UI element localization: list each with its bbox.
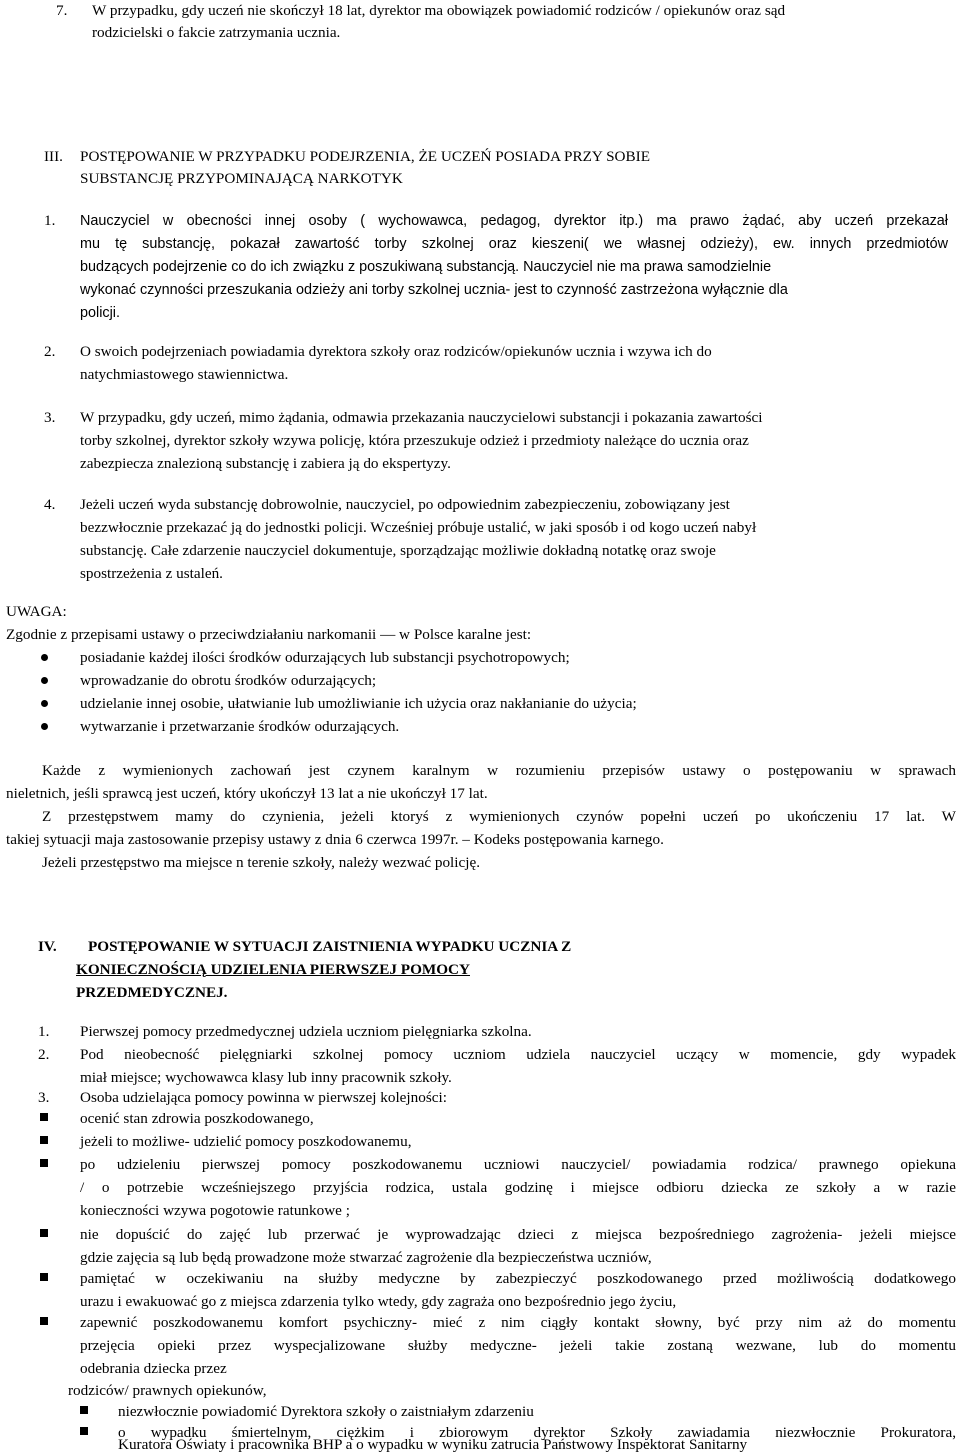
iv-step-4-line-2: gdzie zajęcia są lub będą prowadzone może stwarzać zagrożenie dla bezpieczeństwa uczniów, xyxy=(80,1249,652,1266)
uwaga-bullet-4: wytwarzanie i przetwarzanie środków odurzających. xyxy=(80,718,400,735)
item-number: 2. xyxy=(44,343,56,360)
iv-3-line-1: Osoba udzielająca pomocy powinna w pierwszej kolejności: xyxy=(80,1089,447,1106)
iv-substep-2-line-2: Kuratora Oświaty i pracownika BHP a o wypadku w wyniku zatrucia Państwowy Inspektorat Sanitarny xyxy=(118,1436,748,1453)
iii-4-line-4: spostrzeżenia z ustaleń. xyxy=(80,565,223,582)
iv-step-4-line-1: nie dopuścić do zajęć lub przerwać je wyprowadzając dzieci z miejsca bezpośredniego zagrożenia- jeżeli miejsce xyxy=(80,1226,956,1243)
iii-3-line-2: torby szkolnej, dyrektor szkoły wzywa policję, która przeszukuje odzież i przedmioty należące do ucznia oraz xyxy=(80,432,749,449)
iv-step-3-line-1: po udzieleniu pierwszej pomocy poszkodowanemu uczniowi nauczyciel/ powiadamia rodzica/ prawnego opiekuna xyxy=(80,1156,956,1173)
square-bullet-icon xyxy=(80,1406,88,1414)
section-iv-title-line-3: PRZEDMEDYCZNEJ. xyxy=(76,984,228,1001)
bullet-icon xyxy=(41,677,48,684)
uwaga-para-1-line-1: Każde z wymienionych zachowań jest czynem karalnym w rozumieniu przepisów ustawy o postępowaniu w sprawach xyxy=(42,762,956,779)
iv-step-5-line-2: urazu i ewakuować go z miejsca zdarzenia tylko wtedy, gdy zagraża ono bezpośrednio jego życiu, xyxy=(80,1293,677,1310)
iii-4-line-1: Jeżeli uczeń wyda substancję dobrowolnie, nauczyciel, po odpowiednim zabezpieczeniu, zobowiązany jest xyxy=(80,496,730,513)
uwaga-para-2-line-1: Z przestępstwem mamy do czynienia, jeżeli ktoryś z wymienionych czynów popełni uczeń po ukończeniu 17 lat. W xyxy=(42,808,956,825)
bullet-icon xyxy=(41,723,48,730)
iv-step-1-line-1: ocenić stan zdrowia poszkodowanego, xyxy=(80,1110,314,1127)
iii-1-line-1: Nauczyciel w obecności innej osoby ( wychowawca, pedagog, dyrektor itp.) ma prawo żądać, aby uczeń przekazał xyxy=(80,213,948,229)
square-bullet-icon xyxy=(40,1273,48,1281)
item-number: 1. xyxy=(38,1023,50,1040)
section-iv-numeral: IV. xyxy=(38,938,57,955)
iv-substep-2-line-1: o wypadku śmiertelnym, ciężkim i zbiorowym dyrektor Szkoły zawiadamia niezwłocznie Prokuratora, xyxy=(118,1424,956,1441)
iv-substep-1-line-1: niezwłocznie powiadomić Dyrektora szkoły o zaistniałym zdarzeniu xyxy=(118,1403,534,1420)
iv-step-5-line-1: pamiętać w oczekiwaniu na służby medyczne by zabezpieczyć poszkodowanego przed możliwością dodatkowego xyxy=(80,1270,956,1287)
item-number: 3. xyxy=(38,1089,50,1106)
iii-2-line-2: natychmiastowego stawiennictwa. xyxy=(80,366,289,383)
uwaga-bullet-2: wprowadzanie do obrotu środków odurzających; xyxy=(80,672,377,689)
iii-1-line-4: wykonać czynności przeszukania odzieży ani torby szkolnej ucznia- jest to czynność zastrzeżona wyłącznie dla xyxy=(80,282,788,298)
item-number: 4. xyxy=(44,496,56,513)
section-iii-numeral: III. xyxy=(44,148,63,165)
section-iii-title-line-2: SUBSTANCJĘ PRZYPOMINAJĄCĄ NARKOTYK xyxy=(80,170,403,187)
iv-step-2-line-1: jeżeli to możliwe- udzielić pomocy poszkodowanemu, xyxy=(80,1133,412,1150)
iii-3-line-3: zabezpiecza znalezioną substancję i zabiera ją do ekspertyzy. xyxy=(80,455,451,472)
square-bullet-icon xyxy=(40,1317,48,1325)
item-7-line-1: W przypadku, gdy uczeń nie skończył 18 lat, dyrektor ma obowiązek powiadomić rodziców / opiekunów oraz sąd xyxy=(92,2,786,19)
item-number: 2. xyxy=(38,1046,50,1063)
iii-4-line-3: substancję. Całe zdarzenie nauczyciel dokumentuje, sporządzając możliwie dokładną notatkę oraz swoje xyxy=(80,542,716,559)
iv-2-line-2: miał miejsce; wychowawca klasy lub inny pracownik szkoły. xyxy=(80,1069,452,1086)
square-bullet-icon xyxy=(40,1229,48,1237)
bullet-icon xyxy=(41,654,48,661)
uwaga-bullet-3: udzielanie innej osobie, ułatwianie lub umożliwianie ich użycia oraz nakłanianie do użycia; xyxy=(80,695,637,712)
iii-1-line-3: budzących podejrzenie co do ich związku z poszukiwaną substancją. Nauczyciel nie ma prawa samodzielnie xyxy=(80,259,772,275)
item-number: 7. xyxy=(56,2,68,19)
uwaga-intro: Zgodnie z przepisami ustawy o przeciwdziałaniu narkomanii — w Polsce karalne jest: xyxy=(6,626,532,643)
iii-1-line-2: mu tę substancję, pokazał zawartość torby szkolnej oraz kieszeni( we własnej odzieży), ew. innych przedmiotów xyxy=(80,236,948,252)
iii-2-line-1: O swoich podejrzeniach powiadamia dyrektora szkoły oraz rodziców/opiekunów ucznia i wzywa ich do xyxy=(80,343,712,360)
iv-1-line-1: Pierwszej pomocy przedmedycznej udziela uczniom pielęgniarka szkolna. xyxy=(80,1023,532,1040)
iv-step-6-line-1: zapewnić poszkodowanemu komfort psychiczny- mieć z nim ciągły kontakt słowny, być przy nim aż do momentu xyxy=(80,1314,956,1331)
uwaga-para-3: Jeżeli przestępstwo ma miejsce n terenie szkoły, należy wezwać policję. xyxy=(42,854,480,871)
item-7-line-2: rodzicielski o fakcie zatrzymania ucznia. xyxy=(92,24,341,41)
item-number: 1. xyxy=(44,212,56,229)
uwaga-bullet-1: posiadanie każdej ilości środków odurzających lub substancji psychotropowych; xyxy=(80,649,570,666)
iv-step-6-line-3: odebrania dziecka przez xyxy=(80,1360,227,1377)
item-number: 3. xyxy=(44,409,56,426)
square-bullet-icon xyxy=(40,1136,48,1144)
uwaga-para-1-line-2: nieletnich, jeśli sprawcą jest uczeń, który ukończył 13 lat a nie ukończył 17 lat. xyxy=(6,785,488,802)
iv-step-6-line-2: przejęcia opieki przez wyspecjalizowane służby medyczne- jeżeli takie zostaną wezwane, lub do momentu xyxy=(80,1337,956,1354)
iv-2-line-1: Pod nieobecność pielęgniarki szkolnej pomocy uczniom udziela nauczyciel uczący w momencie, gdy wypadek xyxy=(80,1046,956,1063)
iii-3-line-1: W przypadku, gdy uczeń, mimo żądania, odmawia przekazania nauczycielowi substancji i pokazania zawartości xyxy=(80,409,763,426)
section-iv-title-line-2: KONIECZNOŚCIĄ UDZIELENIA PIERWSZEJ POMOCY xyxy=(76,961,470,978)
square-bullet-icon xyxy=(40,1113,48,1121)
iii-1-line-5: policji. xyxy=(80,305,120,321)
section-iii-title-line-1: POSTĘPOWANIE W PRZYPADKU PODEJRZENIA, ŻE UCZEŃ POSIADA PRZY SOBIE xyxy=(80,148,650,165)
square-bullet-icon xyxy=(80,1427,88,1435)
iv-step-3-line-2: / o potrzebie wcześniejszego przyjścia rodzica, ustala godzinę i miejsce odbioru dziecka ze szkoły a w razie xyxy=(80,1179,956,1196)
uwaga-para-2-line-2: takiej sytuacji maja zastosowanie przepisy ustawy z dnia 6 czerwca 1997r. – Kodeks postępowania karnego. xyxy=(6,831,664,848)
iv-step-3-line-3: konieczności wzywa pogotowie ratunkowe ; xyxy=(80,1202,350,1219)
bullet-icon xyxy=(41,700,48,707)
iii-4-line-2: bezzwłocznie przekazać ją do jednostki policji. Wcześniej próbuje ustalić, w jaki sposób i od kogo uczeń nabył xyxy=(80,519,757,536)
iv-guardians-line: rodziców/ prawnych opiekunów, xyxy=(68,1382,267,1399)
uwaga-heading: UWAGA: xyxy=(6,603,67,620)
section-iv-title-line-1: POSTĘPOWANIE W SYTUACJI ZAISTNIENIA WYPADKU UCZNIA Z xyxy=(88,938,572,955)
square-bullet-icon xyxy=(40,1159,48,1167)
